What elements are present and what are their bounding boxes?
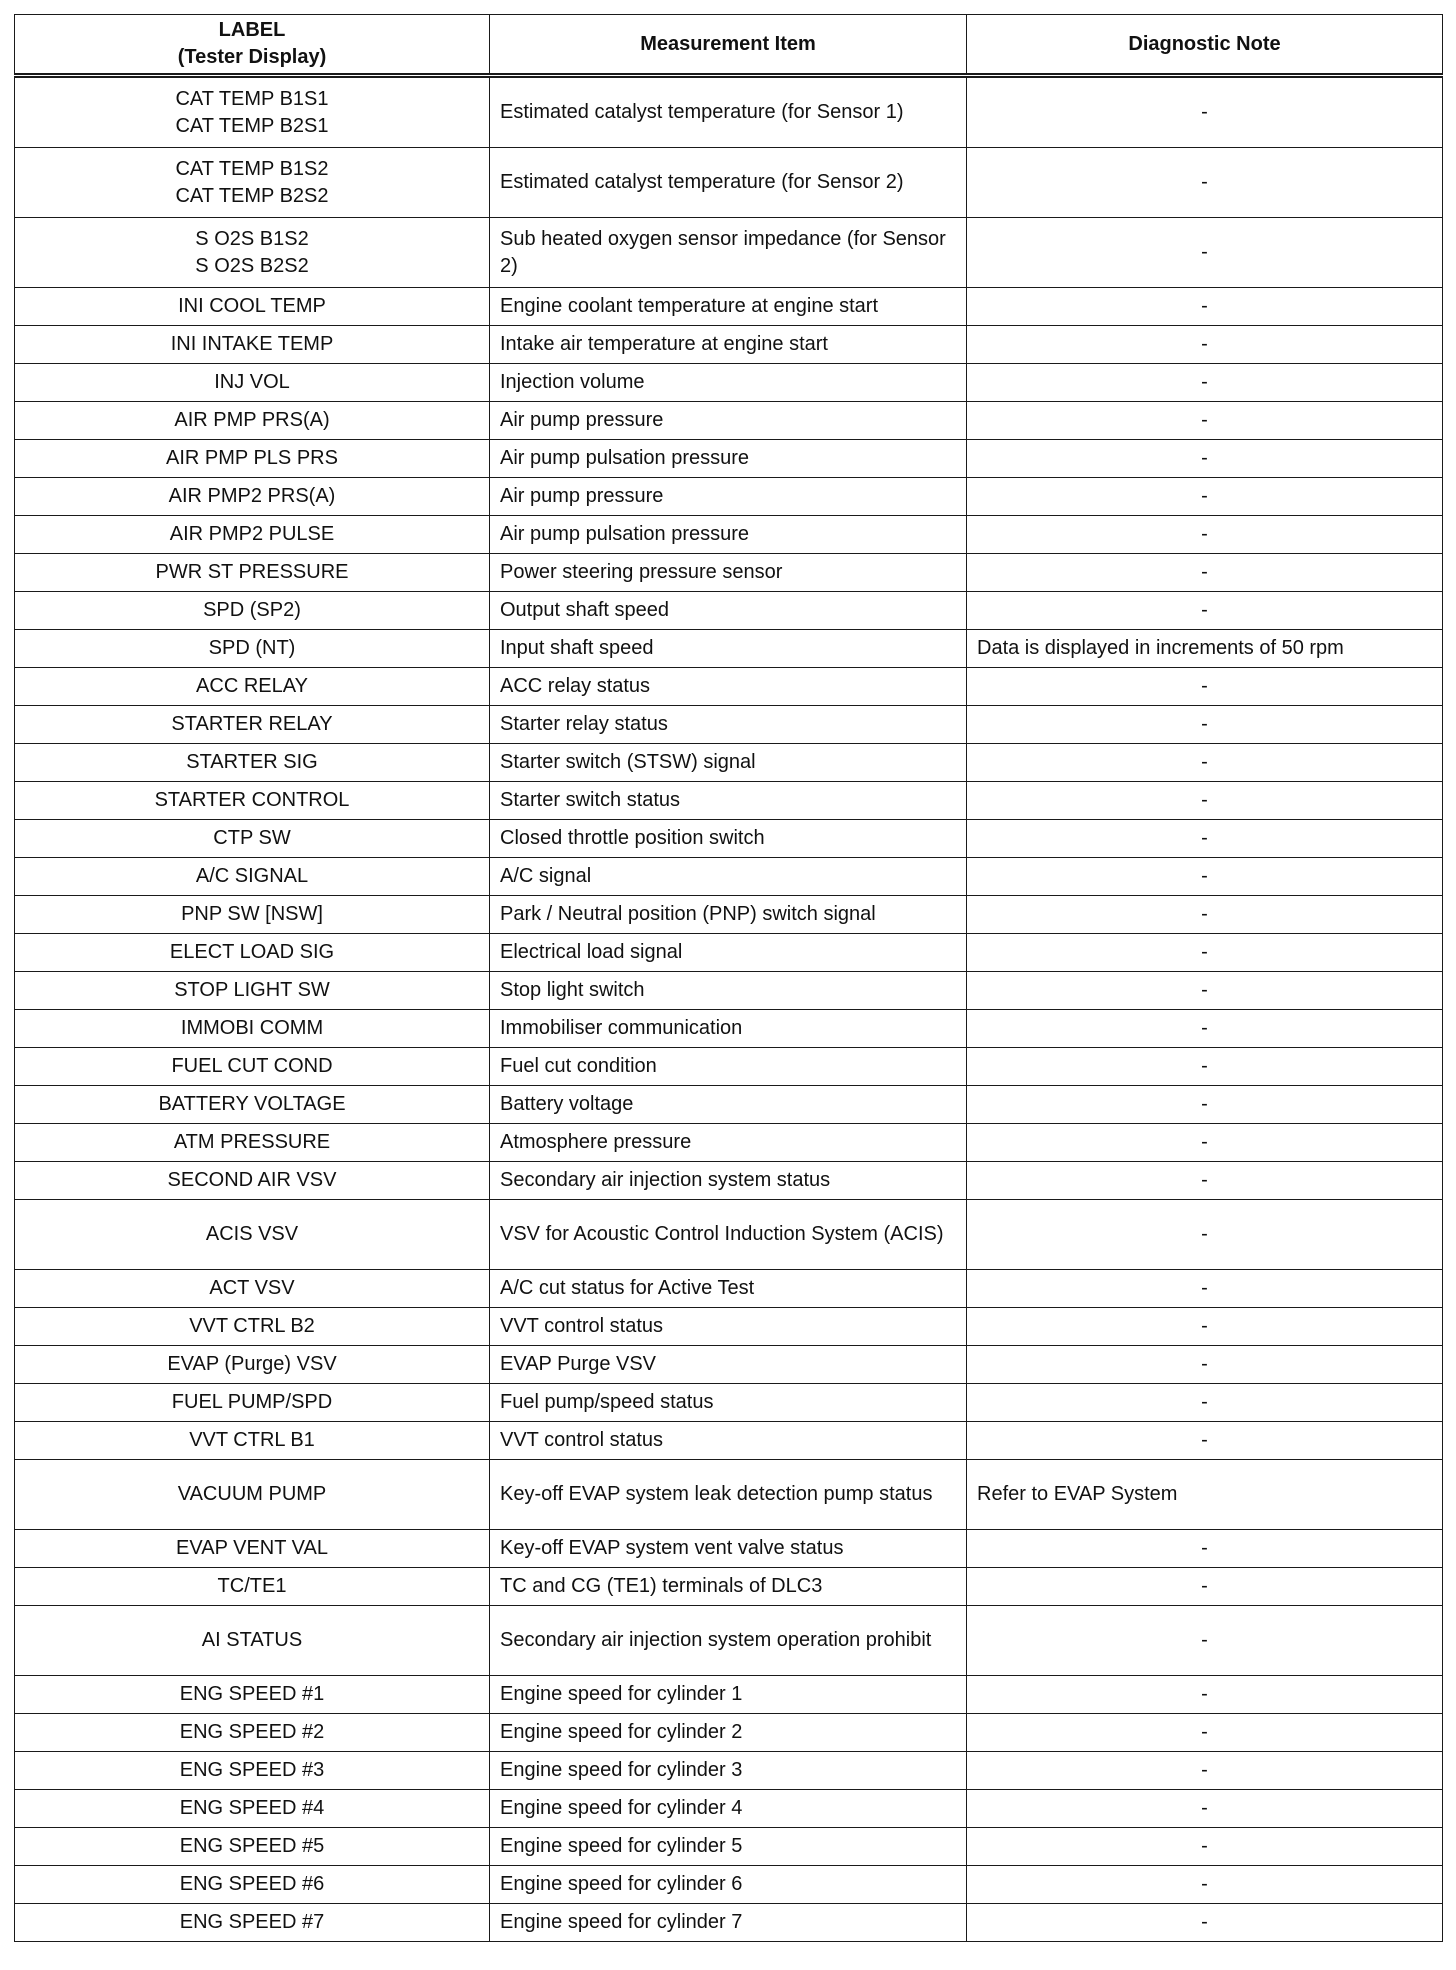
diagnostic-note-cell: - (967, 76, 1443, 148)
measurement-item-cell: Air pump pulsation pressure (490, 516, 967, 554)
diagnostic-note-cell: - (967, 972, 1443, 1010)
measurement-item-cell: Atmosphere pressure (490, 1124, 967, 1162)
table-row (15, 1124, 1443, 1162)
diagnostic-note-cell: - (967, 1270, 1443, 1308)
header-label-line2: (Tester Display) (177, 46, 327, 68)
table-row (15, 1530, 1443, 1568)
diagnostic-note-cell: - (967, 858, 1443, 896)
diagnostic-note-cell: - (967, 364, 1443, 402)
measurement-item-cell: Electrical load signal (490, 934, 967, 972)
diagnostic-note-cell: - (967, 1828, 1443, 1866)
table-row (15, 782, 1443, 820)
label-cell: FUEL CUT COND (15, 1048, 490, 1086)
table-row (15, 76, 1443, 148)
measurement-item-cell: Engine speed for cylinder 7 (490, 1904, 967, 1942)
table-body (15, 76, 1443, 1942)
table-row (15, 516, 1443, 554)
measurement-item-cell: Starter switch (STSW) signal (490, 744, 967, 782)
measurement-item-cell: Starter relay status (490, 706, 967, 744)
measurement-item-cell: Engine speed for cylinder 2 (490, 1714, 967, 1752)
label-cell: BATTERY VOLTAGE (15, 1086, 490, 1124)
label-cell: INI INTAKE TEMP (15, 326, 490, 364)
label-cell: ENG SPEED #4 (15, 1790, 490, 1828)
diagnostic-note-cell: - (967, 782, 1443, 820)
table-row (15, 1200, 1443, 1270)
label-cell: STARTER SIG (15, 744, 490, 782)
diagnostic-note-cell: - (967, 1162, 1443, 1200)
table-row (15, 402, 1443, 440)
measurement-item-cell: Engine speed for cylinder 5 (490, 1828, 967, 1866)
label-cell: SECOND AIR VSV (15, 1162, 490, 1200)
label-cell: ENG SPEED #3 (15, 1752, 490, 1790)
table-row (15, 896, 1443, 934)
diagnostic-note-cell: - (967, 1200, 1443, 1270)
label-cell: AIR PMP2 PRS(A) (15, 478, 490, 516)
measurement-item-cell: Secondary air injection system status (490, 1162, 967, 1200)
measurement-item-cell: Injection volume (490, 364, 967, 402)
table-row (15, 668, 1443, 706)
diagnostic-note-cell: - (967, 820, 1443, 858)
diagnostic-note-cell: - (967, 1422, 1443, 1460)
table-row (15, 288, 1443, 326)
table-row (15, 1308, 1443, 1346)
label-cell: ACT VSV (15, 1270, 490, 1308)
measurement-item-cell: Air pump pulsation pressure (490, 440, 967, 478)
label-cell: FUEL PUMP/SPD (15, 1384, 490, 1422)
measurement-item-cell: Estimated catalyst temperature (for Sensor 2) (490, 148, 967, 218)
measurement-item-cell: Immobiliser communication (490, 1010, 967, 1048)
table-row (15, 1790, 1443, 1828)
label-cell: INI COOL TEMP (15, 288, 490, 326)
label-cell: TC/TE1 (15, 1568, 490, 1606)
label-cell: STOP LIGHT SW (15, 972, 490, 1010)
diagnostic-note-cell: - (967, 440, 1443, 478)
label-cell: S O2S B1S2 S O2S B2S2 (15, 218, 490, 288)
measurement-item-cell: Power steering pressure sensor (490, 554, 967, 592)
label-cell: AIR PMP2 PULSE (15, 516, 490, 554)
measurement-item-cell: Intake air temperature at engine start (490, 326, 967, 364)
measurement-item-cell: VVT control status (490, 1422, 967, 1460)
diagnostic-note-cell: - (967, 668, 1443, 706)
table-row (15, 972, 1443, 1010)
table-row (15, 1866, 1443, 1904)
header-label (15, 15, 490, 76)
diagnostic-note-cell: - (967, 1124, 1443, 1162)
table-row (15, 554, 1443, 592)
header-diagnostic-note: Diagnostic Note (967, 15, 1443, 76)
table-row (15, 706, 1443, 744)
measurement-item-cell: Starter switch status (490, 782, 967, 820)
label-cell: VACUUM PUMP (15, 1460, 490, 1530)
measurement-item-cell: A/C cut status for Active Test (490, 1270, 967, 1308)
label-cell: EVAP VENT VAL (15, 1530, 490, 1568)
table-row (15, 1606, 1443, 1676)
table-row (15, 934, 1443, 972)
table-row (15, 1904, 1443, 1942)
diagnostic-note-cell: - (967, 1346, 1443, 1384)
label-cell: ELECT LOAD SIG (15, 934, 490, 972)
measurement-item-cell: Engine speed for cylinder 1 (490, 1676, 967, 1714)
diagnostic-note-cell: - (967, 1676, 1443, 1714)
measurement-item-cell: Park / Neutral position (PNP) switch signal (490, 896, 967, 934)
label-cell: CAT TEMP B1S1 CAT TEMP B2S1 (15, 76, 490, 148)
label-cell: VVT CTRL B2 (15, 1308, 490, 1346)
diagnostic-note-cell: - (967, 1606, 1443, 1676)
table-row (15, 1568, 1443, 1606)
label-cell: CAT TEMP B1S2 CAT TEMP B2S2 (15, 148, 490, 218)
measurement-item-cell: Key-off EVAP system vent valve status (490, 1530, 967, 1568)
label-cell: VVT CTRL B1 (15, 1422, 490, 1460)
table-row (15, 1346, 1443, 1384)
label-cell: PNP SW [NSW] (15, 896, 490, 934)
table-row (15, 478, 1443, 516)
table-row (15, 1828, 1443, 1866)
table-row (15, 1086, 1443, 1124)
measurement-item-cell: ACC relay status (490, 668, 967, 706)
diagnostic-note-cell: - (967, 1530, 1443, 1568)
diagnostic-note-cell: - (967, 326, 1443, 364)
table-row (15, 1752, 1443, 1790)
measurement-item-cell: VVT control status (490, 1308, 967, 1346)
table-row (15, 630, 1443, 668)
label-cell: AI STATUS (15, 1606, 490, 1676)
label-cell: SPD (NT) (15, 630, 490, 668)
table-row (15, 364, 1443, 402)
diagnostic-note-cell: - (967, 1384, 1443, 1422)
table-row (15, 326, 1443, 364)
diagnostic-note-cell: - (967, 1752, 1443, 1790)
diagnostic-note-cell: - (967, 1904, 1443, 1942)
measurement-item-cell: Battery voltage (490, 1086, 967, 1124)
measurement-item-cell: EVAP Purge VSV (490, 1346, 967, 1384)
header-measurement-item: Measurement Item (490, 15, 967, 76)
table-row (15, 858, 1443, 896)
measurement-item-cell: Stop light switch (490, 972, 967, 1010)
measurement-item-cell: Fuel cut condition (490, 1048, 967, 1086)
diagnostic-note-cell: - (967, 1010, 1443, 1048)
label-cell: IMMOBI COMM (15, 1010, 490, 1048)
diagnostic-note-cell: - (967, 218, 1443, 288)
diagnostic-note-cell: - (967, 706, 1443, 744)
label-cell: CTP SW (15, 820, 490, 858)
measurement-item-cell: Fuel pump/speed status (490, 1384, 967, 1422)
table-row (15, 592, 1443, 630)
diagnostic-note-cell: - (967, 478, 1443, 516)
measurement-item-cell: Engine coolant temperature at engine start (490, 288, 967, 326)
table-row (15, 1422, 1443, 1460)
diagnostic-note-cell: - (967, 288, 1443, 326)
measurement-item-cell: Engine speed for cylinder 6 (490, 1866, 967, 1904)
label-cell: ENG SPEED #6 (15, 1866, 490, 1904)
diagnostic-note-cell: - (967, 1086, 1443, 1124)
table-row (15, 218, 1443, 288)
measurement-item-cell: Air pump pressure (490, 478, 967, 516)
label-cell: EVAP (Purge) VSV (15, 1346, 490, 1384)
label-cell: ENG SPEED #5 (15, 1828, 490, 1866)
diagnostic-note-cell: - (967, 1866, 1443, 1904)
label-cell: PWR ST PRESSURE (15, 554, 490, 592)
measurement-item-cell: Estimated catalyst temperature (for Sensor 1) (490, 76, 967, 148)
table-row (15, 1270, 1443, 1308)
diagnostic-note-cell: - (967, 402, 1443, 440)
measurement-item-cell: Output shaft speed (490, 592, 967, 630)
diagnostic-note-cell: - (967, 1048, 1443, 1086)
diagnostic-note-cell: Data is displayed in increments of 50 rpm (967, 630, 1443, 668)
measurement-item-cell: TC and CG (TE1) terminals of DLC3 (490, 1568, 967, 1606)
diagnostic-note-cell: - (967, 1568, 1443, 1606)
diagnostic-note-cell: - (967, 896, 1443, 934)
table-row (15, 1460, 1443, 1530)
label-cell: AIR PMP PRS(A) (15, 402, 490, 440)
label-cell: ENG SPEED #7 (15, 1904, 490, 1942)
diagnostic-note-cell: - (967, 1714, 1443, 1752)
label-cell: ENG SPEED #1 (15, 1676, 490, 1714)
measurement-item-cell: Input shaft speed (490, 630, 967, 668)
table-row (15, 1714, 1443, 1752)
measurement-item-cell: Closed throttle position switch (490, 820, 967, 858)
diagnostic-note-cell: - (967, 592, 1443, 630)
measurement-item-cell: Engine speed for cylinder 3 (490, 1752, 967, 1790)
label-cell: AIR PMP PLS PRS (15, 440, 490, 478)
table-row (15, 1048, 1443, 1086)
label-cell: STARTER RELAY (15, 706, 490, 744)
table-row (15, 1010, 1443, 1048)
table-row (15, 820, 1443, 858)
diagnostic-note-cell: - (967, 744, 1443, 782)
label-cell: ACIS VSV (15, 1200, 490, 1270)
measurement-item-cell: Engine speed for cylinder 4 (490, 1790, 967, 1828)
diagnostic-note-cell: - (967, 934, 1443, 972)
diagnostic-note-cell: Refer to EVAP System (967, 1460, 1443, 1530)
measurement-item-cell: Key-off EVAP system leak detection pump status (490, 1460, 967, 1530)
measurement-item-cell: Air pump pressure (490, 402, 967, 440)
diagnostic-note-cell: - (967, 1790, 1443, 1828)
table-row (15, 148, 1443, 218)
measurement-item-cell: A/C signal (490, 858, 967, 896)
diagnostic-note-cell: - (967, 554, 1443, 592)
table-row (15, 1384, 1443, 1422)
label-cell: ATM PRESSURE (15, 1124, 490, 1162)
measurement-item-cell: VSV for Acoustic Control Induction System (ACIS) (490, 1200, 967, 1270)
diagnostic-note-cell: - (967, 1308, 1443, 1346)
label-cell: INJ VOL (15, 364, 490, 402)
label-cell: ACC RELAY (15, 668, 490, 706)
diagnostic-note-cell: - (967, 148, 1443, 218)
label-cell: STARTER CONTROL (15, 782, 490, 820)
label-cell: SPD (SP2) (15, 592, 490, 630)
table-row (15, 1162, 1443, 1200)
diagnostic-note-cell: - (967, 516, 1443, 554)
measurement-item-cell: Sub heated oxygen sensor impedance (for Sensor 2) (490, 218, 967, 288)
header-label-line1: LABEL (218, 19, 286, 41)
table-row (15, 1676, 1443, 1714)
label-cell: A/C SIGNAL (15, 858, 490, 896)
table-header (15, 15, 1443, 76)
data-list-table (14, 14, 1443, 1942)
measurement-item-cell: Secondary air injection system operation prohibit (490, 1606, 967, 1676)
table-row (15, 440, 1443, 478)
header-row (15, 15, 1443, 76)
label-cell: ENG SPEED #2 (15, 1714, 490, 1752)
table-row (15, 744, 1443, 782)
